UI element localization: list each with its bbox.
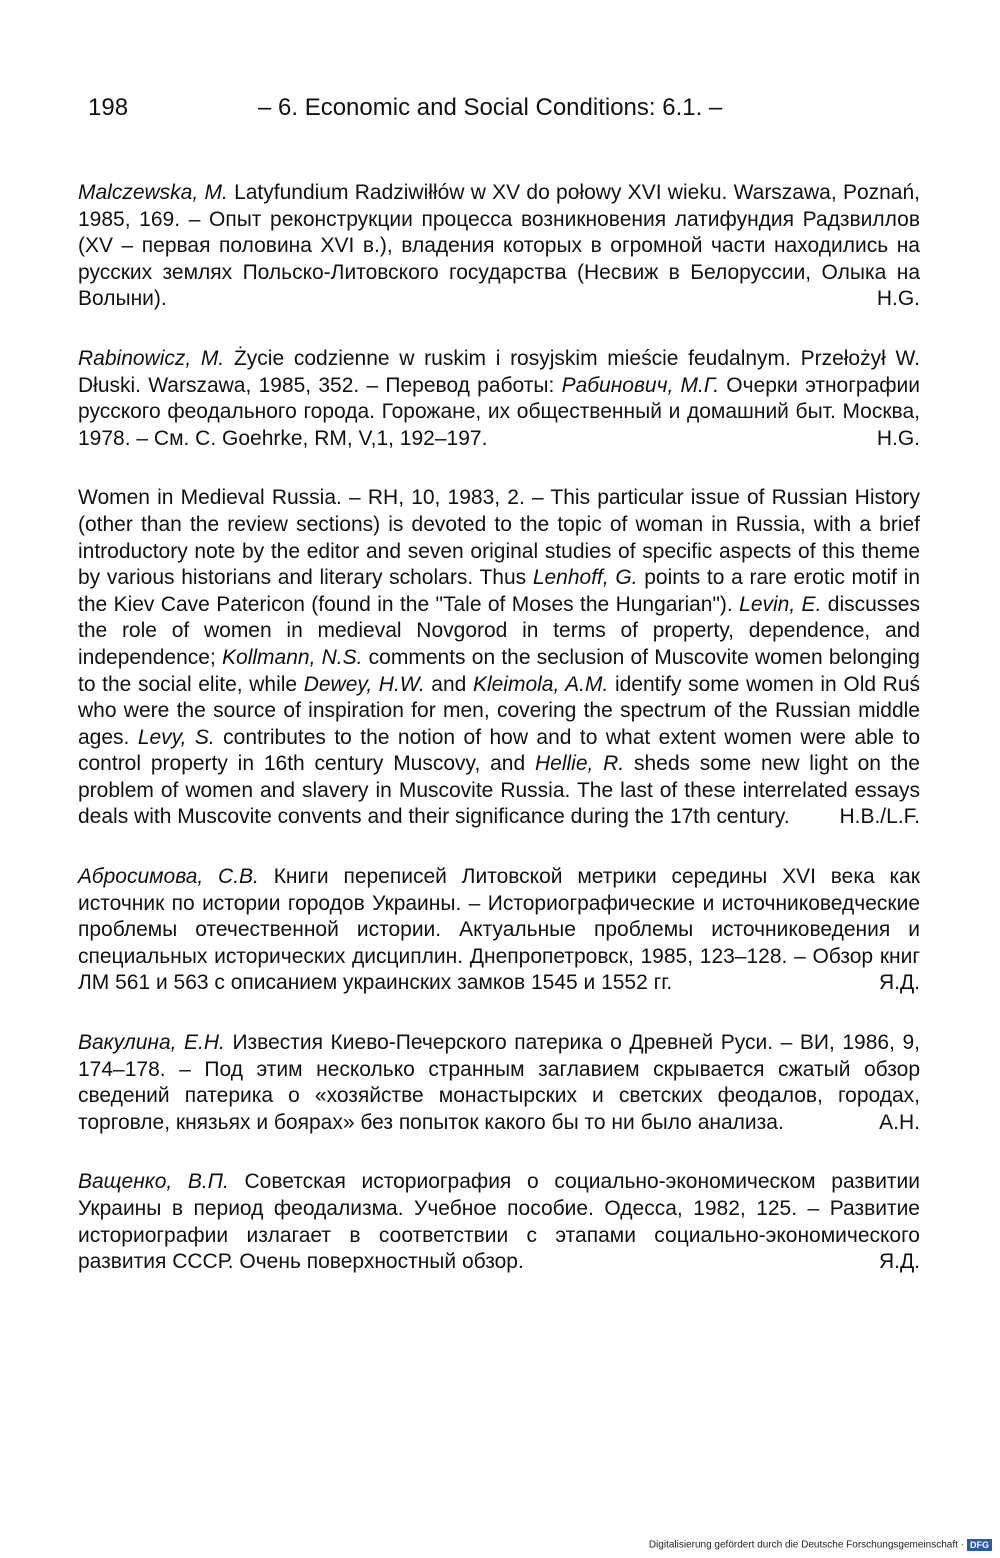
entry-text: comments on the seclusion of Muscovite women belonging to the social elite, while <box>78 645 920 696</box>
contributor-name: Kollmann, N.S. <box>222 645 363 669</box>
entry-text: Очерки этнографии русского феодального города. Горожане, их общественный и домашний быт. Москва, 1978. – См. C. Goehrke, RM, V,1, 192–197. <box>78 373 920 450</box>
contributor-name: Levin, E. <box>739 592 822 616</box>
reviewer-initials: H.G. <box>876 287 920 311</box>
reviewer-initials: Я.Д. <box>878 971 920 995</box>
contributor-name: Dewey, H.W. <box>303 672 425 696</box>
credit-text: Digitalisierung gefördert durch die Deutsche Forschungsgemeinschaft · <box>648 1540 964 1551</box>
entry-text: Życie codzienne w ruskim i rosyjskim mieście feudalnym. Przełożył W. Dłuski. Warszawa, 1985, 352. – Перевод работы: <box>78 346 920 397</box>
bibliography-entry <box>78 1030 920 1136</box>
contributor-name: Hellie, R. <box>534 752 625 776</box>
bibliography-entry <box>78 1169 920 1275</box>
reviewer-initials: H.G. <box>876 426 920 450</box>
bibliography-entries <box>78 180 920 1309</box>
running-head: – 6. Economic and Social Conditions: 6.1. – <box>258 94 723 121</box>
entry-text: identify some women in Old Ruś who were the source of inspiration for men, covering the spectrum of the Russian middle ages. <box>78 672 920 749</box>
entry-author: Абросимова, С.В. <box>78 865 259 889</box>
page-number: 198 <box>88 94 129 121</box>
entry-text: Книги переписей Литовской метрики середины XVI века как источник по истории городов Украины. – Историографические и источниковедческие проблемы отечественной истории. Актуальные проблемы источниковедения и специальных исторических дисциплин. Днепропетровск, 1985, 123–128. – Обзор книг ЛМ 561 и 563 с описанием украинских замков 1545 и 1552 гг. <box>78 865 920 995</box>
reviewer-initials: А.Н. <box>879 1110 920 1134</box>
dfg-logo: DFG <box>967 1539 992 1551</box>
entry-text: Latyfundium Radziwiłłów w XV do połowy XVI wieku. Warszawa, Poznań, 1985, 169. – Опыт реконструкции процесса возникновения латифундия Радзвиллов (XV – первая половина XVI в.), владения которых в огромной части находились на русских землях Польско-Литовского государства (Несвиж в Белоруссии, Олыка на Волыни). <box>78 181 920 311</box>
entry-text: contributes to the notion of how and to what extent women were able to control property in 16th century Muscovy, and <box>78 725 921 776</box>
reviewer-initials: H.B./L.F. <box>839 805 920 829</box>
entry-text: Советская историография о социально-экономическом развитии Украины в период феодализма. Учебное пособие. Одесса, 1982, 125. – Развитие историографии излагает в соответствии с этапами социально-экономического развития СССР. Очень поверхностный обзор. <box>78 1170 920 1274</box>
bibliography-entry <box>78 180 920 313</box>
contributor-name: Levy, S. <box>137 725 215 749</box>
entry-text: Известия Киево-Печерского патерика о Древней Руси. – ВИ, 1986, 9, 174–178. – Под этим несколько странным заглавием скрывается сжатый обзор сведений патерика о «хозяйстве монастырских и светских феодалов, городах, торговле, князьях и боярах» без попыток какого бы то ни было анализа. <box>78 1031 920 1134</box>
contributor-name: Lenhoff, G. <box>532 566 638 590</box>
digitization-credit <box>649 1539 992 1552</box>
entry-author: Malczewska, M. <box>78 181 228 204</box>
entry-text: and <box>424 672 473 696</box>
entry-author: Rabinowicz, M. <box>78 346 225 370</box>
entry-text: points to a rare erotic motif in the Kiev Cave Patericon (found in the "Tale of Moses the Hungarian"). <box>78 566 921 616</box>
entry-author: Ващенко, В.П. <box>78 1170 229 1194</box>
entry-text: sheds some new light on the problem of women and slavery in Muscovite Russia. The last of these interrelated essays deals with Muscovite convents and their significance during the 17th century. <box>78 752 920 829</box>
entry-text: discusses the role of women in medieval Novgorod in terms of property, dependence, and independence; <box>78 592 920 669</box>
contributor-name: Kleimola, A.M. <box>472 672 609 696</box>
bibliography-entry <box>78 485 920 831</box>
entry-author: Вакулина, Е.Н. <box>78 1031 225 1055</box>
reviewer-initials: Я.Д. <box>878 1250 920 1274</box>
bibliography-entry <box>78 864 920 997</box>
bibliography-entry <box>78 346 920 452</box>
translated-author: Рабинович, М.Г. <box>561 373 720 397</box>
entry-text: Women in Medieval Russia. – RH, 10, 1983, 2. – This particular issue of Russian History (other than the review sections) is devoted to the topic of woman in Russia, with a brief introductory note by the editor and seven original studies of specific aspects of this theme by various historians and literary scholars. Thus <box>78 486 920 590</box>
